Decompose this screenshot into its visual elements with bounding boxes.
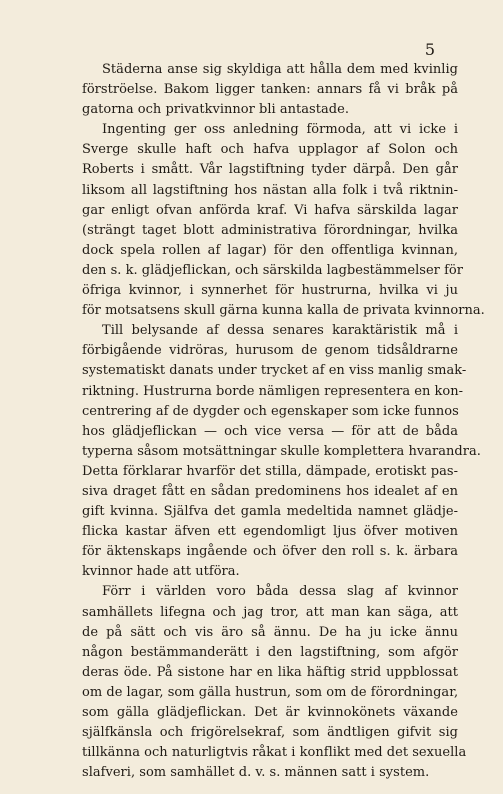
text-line: som gälla glädjeflickan. Det är kvinnokönets växande: [82, 705, 458, 720]
text-line: (strängt taget blott administrativa förordningar, hvilka: [82, 222, 458, 238]
text-line: de på sätt och vis äro så ännu. De ha ju icke ännu: [82, 624, 458, 640]
body-text: [82, 60, 485, 783]
text-line: slafveri, som samhället d. v. s. männen satt i system.: [82, 765, 430, 781]
text-line: Städerna anse sig skyldiga att hålla dem med kvinlig: [102, 62, 458, 77]
text-line: typerna såsom motsättningar skulle komplettera hvarandra.: [82, 443, 481, 459]
text-line: deras öde. På sistone har en lika häftig strid uppblossat: [82, 664, 458, 680]
text-line: förbigående vidröras, hurusom de genom tidsåldrarne: [82, 343, 458, 359]
text-line: kvinnor hade att utföra.: [82, 564, 240, 580]
text-line: den s. k. glädjeflickan, och särskilda lagbestämmelser för: [82, 262, 463, 278]
text-line: gatorna och privatkvinnor bli antastade.: [82, 102, 349, 118]
text-line: för äktenskaps ingående och öfver den roll s. k. ärbara: [82, 544, 458, 560]
text-line: systematiskt danats under trycket af en viss manlig smak-: [82, 363, 467, 379]
text-line: själfkänsla och frigörelsekraf, som ändtligen gifvit sig: [82, 725, 458, 741]
text-line: Detta förklarar hvarför det stilla, dämpade, erotiskt pas-: [82, 463, 458, 479]
page-number: 5: [424, 40, 435, 59]
text-line: tillkänna och naturligtvis råkat i konflikt med det sexuella: [82, 745, 467, 761]
text-line: någon bestämmanderätt i den lagstiftning, som afgör: [82, 644, 458, 660]
text-line: gar enligt ofvan anförda kraf. Vi hafva särskilda lagar: [82, 202, 458, 218]
text-line: centrering af de dygder och egenskaper som icke funnos: [82, 403, 459, 419]
text-line: siva draget fått en sådan predominens hos idealet af en: [82, 483, 458, 499]
text-line: Förr i världen voro båda dessa slag af kvinnor: [102, 584, 458, 600]
text-line: öfriga kvinnor, i synnerhet för hustrurna, hvilka vi ju: [82, 283, 458, 299]
text-line: Till belysande af dessa senares karaktäristik må i: [102, 323, 458, 339]
text-line: Ingenting ger oss anledning förmoda, att vi icke i: [102, 122, 458, 138]
text-line: riktning. Hustrurna borde nämligen representera en kon-: [82, 383, 464, 399]
text-line: hos glädjeflickan — och vice versa — för att de båda: [82, 423, 458, 439]
text-line: för motsatsens skull gärna kunna kalla de privata kvinnorna.: [82, 303, 485, 319]
text-line: gift kvinna. Själfva det gamla medeltida namnet glädje-: [82, 504, 458, 520]
text-line: dock spela rollen af lagar) för den offentliga kvinnan,: [82, 242, 458, 258]
text-line: samhällets lifegna och jag tror, att man kan säga, att: [82, 604, 458, 620]
text-line: om de lagar, som gälla hustrun, som om de förordningar,: [82, 684, 459, 700]
text-line: Sverge skulle haft och hafva upplagor af Solon och: [82, 142, 458, 158]
text-line: liksom all lagstiftning hos nästan alla folk i två riktnin-: [82, 182, 458, 198]
text-line: förströelse. Bakom ligger tanken: annars få vi bråk på: [82, 82, 458, 98]
text-line: flicka kastar äfven ett egendomligt ljus öfver motiven: [82, 524, 458, 540]
text-line: Roberts i smått. Vår lagstiftning tyder därpå. Den går: [82, 162, 458, 178]
